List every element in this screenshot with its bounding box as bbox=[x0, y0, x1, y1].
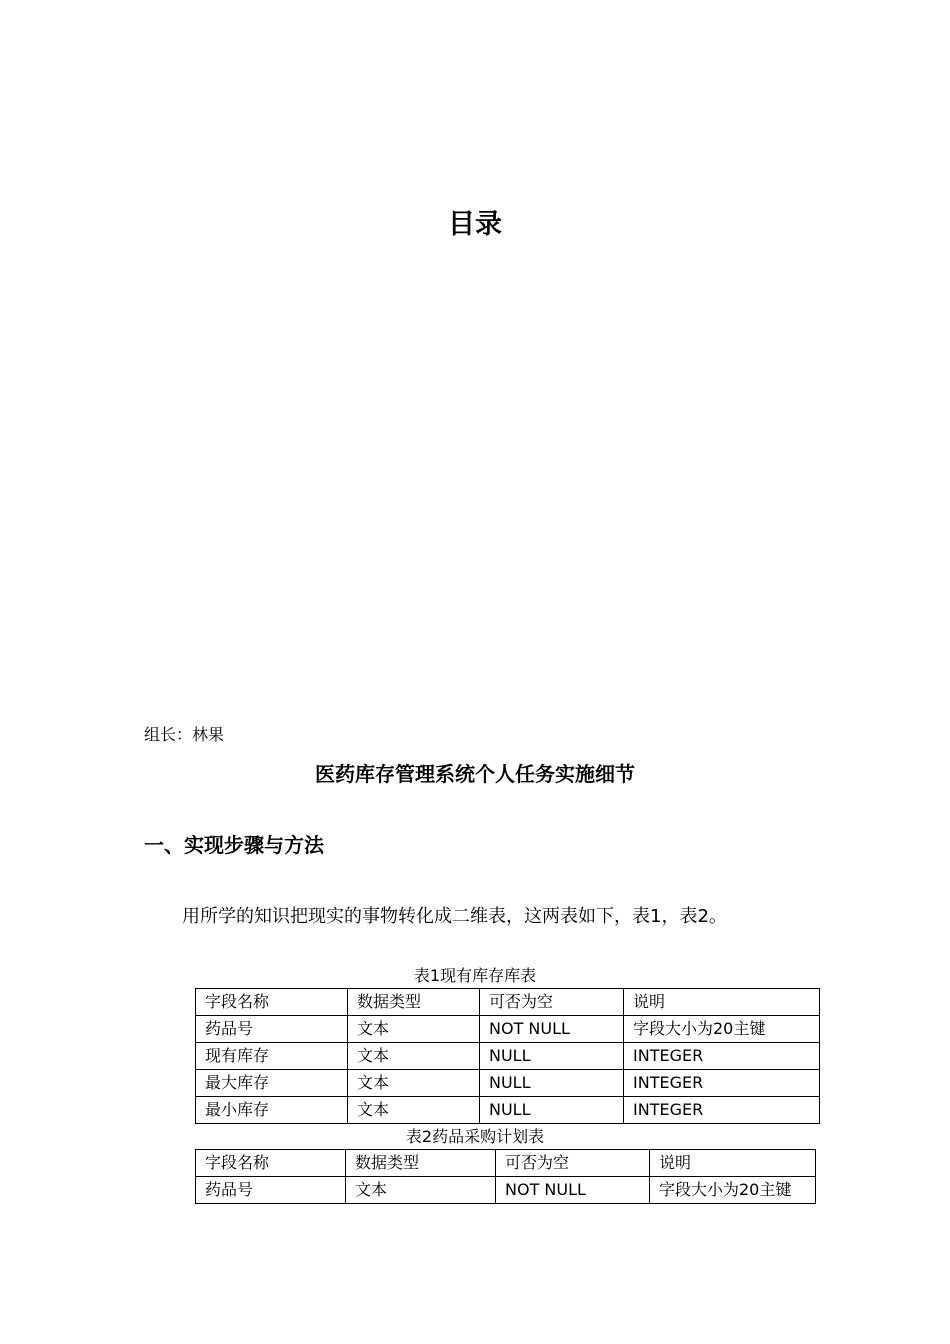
table-cell: 字段名称 bbox=[196, 1150, 346, 1177]
table-row bbox=[196, 1177, 816, 1204]
table-cell: 最小库存 bbox=[196, 1097, 348, 1124]
toc-title: 目录 bbox=[448, 209, 502, 240]
table-cell: 现有库存 bbox=[196, 1043, 348, 1070]
table-cell: NOT NULL bbox=[496, 1177, 650, 1204]
table-cell: 文本 bbox=[348, 1097, 480, 1124]
table-cell: 字段大小为20主键 bbox=[650, 1177, 816, 1204]
section-heading: 一、实现步骤与方法 bbox=[144, 833, 324, 857]
table-cell: 可否为空 bbox=[496, 1150, 650, 1177]
intro-paragraph: 用所学的知识把现实的事物转化成二维表，这两表如下，表1，表2。 bbox=[182, 906, 727, 927]
table-header-row bbox=[196, 989, 820, 1016]
table-cell: 数据类型 bbox=[348, 989, 480, 1016]
table-cell: 说明 bbox=[650, 1150, 816, 1177]
table-cell: 字段大小为20主键 bbox=[624, 1016, 820, 1043]
table-cell: 数据类型 bbox=[346, 1150, 496, 1177]
table-cell: 最大库存 bbox=[196, 1070, 348, 1097]
table-cell: 文本 bbox=[348, 1070, 480, 1097]
document-title: 医药库存管理系统个人任务实施细节 bbox=[315, 762, 635, 786]
purchase-plan-table bbox=[195, 1149, 816, 1204]
table-header-row bbox=[196, 1150, 816, 1177]
table-cell: INTEGER bbox=[624, 1097, 820, 1124]
table-cell: 说明 bbox=[624, 989, 820, 1016]
table-row bbox=[196, 1097, 820, 1124]
group-leader-line: 组长：林果 bbox=[144, 725, 225, 744]
inventory-table bbox=[195, 988, 820, 1124]
table-cell: NOT NULL bbox=[480, 1016, 624, 1043]
table-cell: 药品号 bbox=[196, 1016, 348, 1043]
table-row bbox=[196, 1043, 820, 1070]
table-cell: NULL bbox=[480, 1097, 624, 1124]
table1-caption: 表1现有库存库表 bbox=[413, 966, 537, 985]
table-cell: 文本 bbox=[346, 1177, 496, 1204]
table-cell: NULL bbox=[480, 1070, 624, 1097]
table2-caption: 表2药品采购计划表 bbox=[405, 1127, 545, 1146]
table-row bbox=[196, 1070, 820, 1097]
table-cell: INTEGER bbox=[624, 1043, 820, 1070]
table-cell: 药品号 bbox=[196, 1177, 346, 1204]
table-row bbox=[196, 1016, 820, 1043]
table-cell: 文本 bbox=[348, 1016, 480, 1043]
table-cell: 文本 bbox=[348, 1043, 480, 1070]
table-cell: NULL bbox=[480, 1043, 624, 1070]
table-cell: 字段名称 bbox=[196, 989, 348, 1016]
table-cell: 可否为空 bbox=[480, 989, 624, 1016]
table-cell: INTEGER bbox=[624, 1070, 820, 1097]
